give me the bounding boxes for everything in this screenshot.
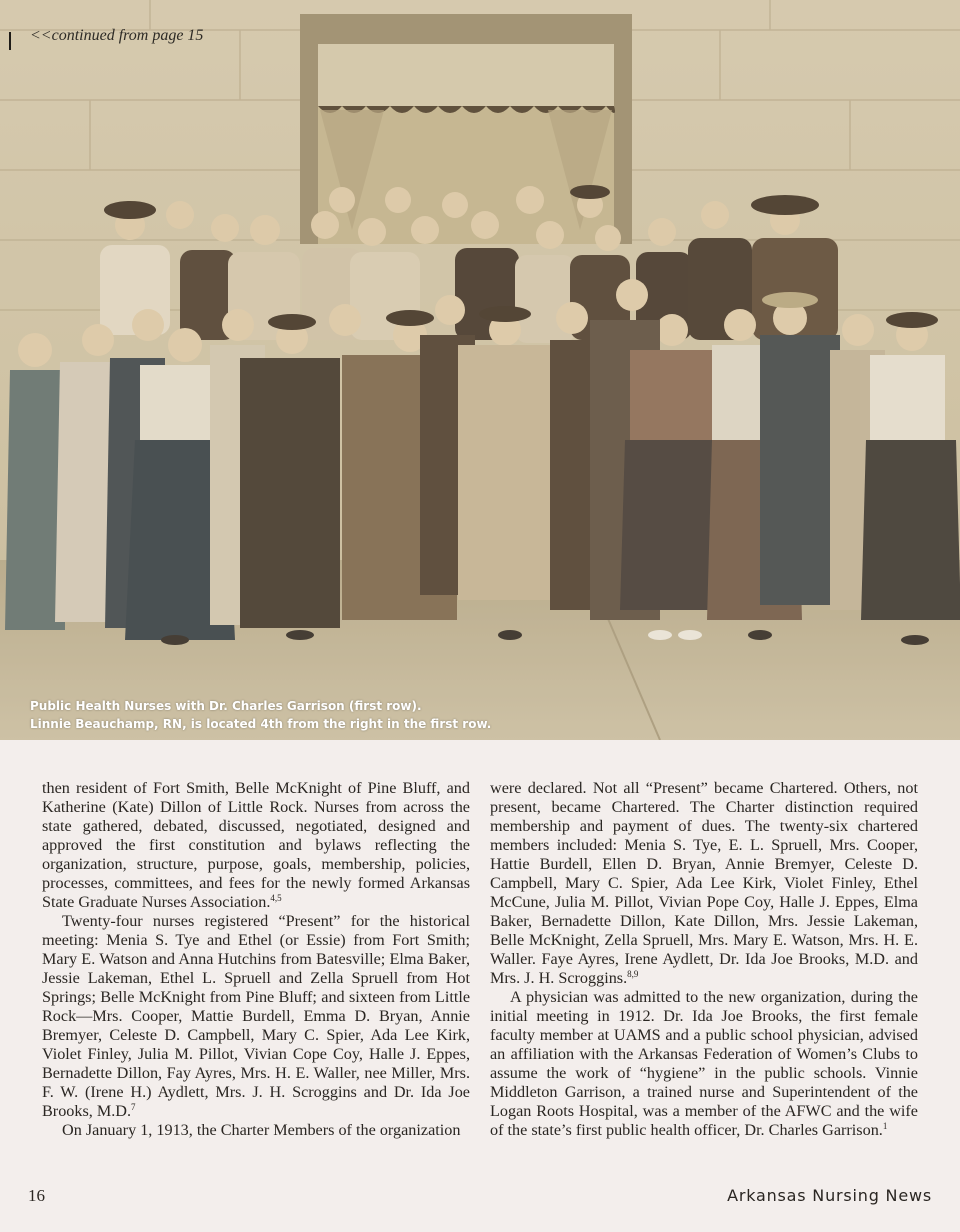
footnote-ref: 4,5 <box>270 893 282 903</box>
page-number: 16 <box>28 1186 45 1205</box>
footnote-ref: 1 <box>882 1121 888 1131</box>
publication-name: Arkansas Nursing News <box>727 1186 932 1205</box>
paragraph-text: then resident of Fort Smith, Belle McKnight of Pine Bluff, and Katherine (Kate) Dillon of Little Rock. Nurses from across the state gathered, debated, discussed, negotiated, designed and approved the first constitution and bylaws reflecting the organization, structure, purpose, goals, membership, policies, processes, committees, and fees for the newly formed Arkansas State Graduate Nurses Association. <box>42 779 470 911</box>
footnote-ref: 8,9 <box>627 969 639 979</box>
caption-line-1: Public Health Nurses with Dr. Charles Garrison (first row). <box>30 699 422 713</box>
paragraph <box>42 779 470 912</box>
paragraph-text: On January 1, 1913, the Charter Members of the organization <box>62 1121 461 1139</box>
article-left-column <box>42 779 470 1140</box>
paragraph-text: Twenty-four nurses registered “Present” for the historical meeting: Menia S. Tye and Ethel (or Essie) from Fort Smith; Mary E. Watson and Anna Hutchins from Batesville; Elma Baker, Jessie Lakeman, Ethel L. Spruell and Zella Spruell from Hot Springs; Belle McKnight from Pine Bluff; and sixteen from Little Rock—Mrs. Cooper, Mattie Burdell, Emma D. Bryan, Annie Bremyer, Celeste D. Campbell, Mary C. Spier, Ada Lee Kirk, Violet Finley, Julia M. Pillot, Vivian Cope Coy, Halle J. Eppes, Bernadette Dillon, Fay Ayres, Mrs. H. E. Waller, nee Miller, Mrs. F. W. (Irene H.) Aydlett, Mrs. J. H. Scroggins and Dr. Ida Joe Brooks, M.D. <box>42 912 470 1120</box>
paragraph <box>490 988 918 1140</box>
paragraph <box>490 779 918 988</box>
footnote-ref: 7 <box>131 1102 136 1112</box>
text-cursor-mark <box>9 32 11 50</box>
paragraph-text: were declared. Not all “Present” became Chartered. Others, not present, became Chartered. The Charter distinction required membership and payment of dues. The twenty-six chartered members included: Menia S. Tye, E. L. Spruell, Mrs. Cooper, Hattie Burdell, Ellen D. Bryan, Annie Bremyer, Celeste D. Campbell, Mary C. Spier, Ada Lee Kirk, Violet Finley, Ethel McCune, Julia M. Pillot, Vivian Pope Coy, Halle J. Eppes, Elma Baker, Bernadette Dillon, Kate Dillon, Mrs. Jessie Lakeman, Belle McKnight, Zella Spruell, Mrs. Mary E. Watson, Mrs. H. E. Waller. Faye Ayres, Irene Aydlett, Dr. Ida Joe Brooks, M.D. and Mrs. J. H. Scroggins. <box>490 779 918 987</box>
article-right-column <box>490 779 918 1140</box>
caption-line-2: Linnie Beauchamp, RN, is located 4th from the right in the first row. <box>30 717 492 731</box>
paragraph-text: A physician was admitted to the new organization, during the initial meeting in 1912. Dr. Ida Joe Brooks, the first female faculty member at UAMS and a public school physician, advised an affiliation with the Arkansas Federation of Women’s Clubs to assume the work of “hygiene” in the public schools. Vinnie Middleton Garrison, a trained nurse and Superintendent of the Logan Roots Hospital, was a member of the AFWC and the wife of the state’s first public health officer, Dr. Charles Garrison. <box>490 988 918 1139</box>
paragraph <box>42 912 470 1121</box>
photo-caption <box>30 697 491 733</box>
paragraph <box>42 1121 470 1140</box>
continued-note: <<continued from page 15 <box>30 27 204 44</box>
